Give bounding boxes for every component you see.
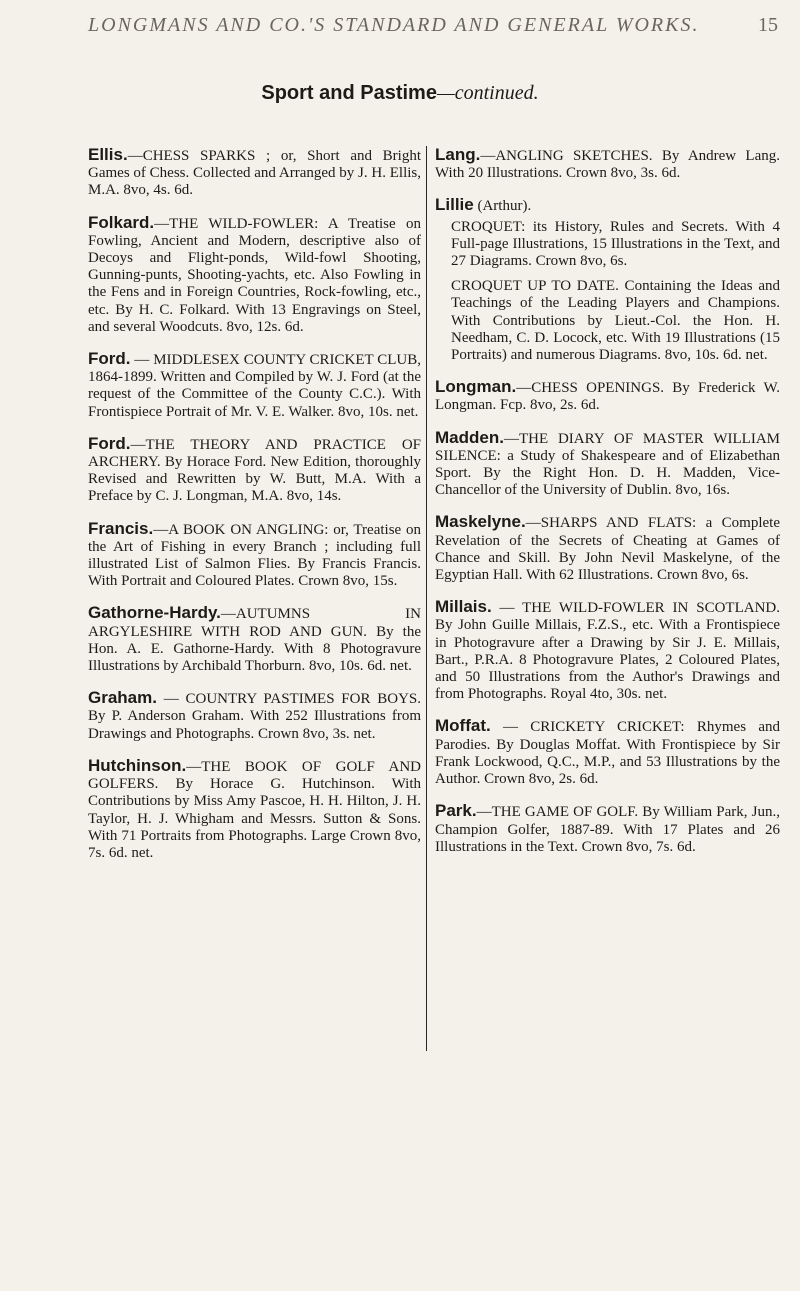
entry-author-detail: (Arthur). — [473, 198, 532, 215]
entry-lillie — [435, 196, 780, 364]
entry-author: Ford. — [88, 433, 131, 453]
right-column — [435, 146, 780, 870]
entry-ellis — [88, 146, 421, 200]
page-number: 15 — [758, 14, 778, 36]
entry-gathorne-hardy — [88, 604, 421, 675]
entry-folkard — [88, 214, 421, 336]
entry-graham — [88, 689, 421, 743]
entry-author: Ellis. — [88, 145, 128, 164]
entry-text: —ANGLING SKETCHES. By Andrew Lang. With 20 Illustrations. Crown 8vo, 3s. 6d. — [435, 148, 780, 182]
entry-francis — [88, 520, 421, 591]
left-column — [88, 146, 421, 876]
entry-ford-middlesex — [88, 350, 421, 421]
entry-longman — [435, 378, 780, 414]
section-title-text: Sport and Pastime — [261, 82, 437, 104]
entry-text: —THE THEORY AND PRACTICE OF ARCHERY. By Horace Ford. New Edition, thoroughly Revised and Rewritten by W. Butt, M.A. With a Preface by C. J. Longman, M.A. 8vo, 14s. — [88, 436, 421, 505]
entry-author: Folkard. — [88, 212, 155, 232]
running-head — [88, 14, 778, 37]
entry-author: Ford. — [88, 349, 131, 369]
entry-author: Lang. — [435, 145, 481, 164]
entry-millais — [435, 598, 780, 703]
entry-text: —SHARPS AND FLATS: a Complete Revelation of the Secrets of Cheating at Games of Chance and Skill. By John Nevil Maskelyne, of the Egyptian Hall. With 62 Illustrations. Crown 8vo, 6s. — [435, 515, 780, 584]
entry-author: Graham. — [88, 688, 157, 708]
entry-lang — [435, 146, 780, 182]
entry-text: —CHESS OPENINGS. By Frederick W. Longman. Fcp. 8vo, 2s. 6d. — [435, 380, 780, 414]
entry-author: Millais. — [435, 597, 492, 617]
entry-text: —THE BOOK OF GOLF AND GOLFERS. By Horace G. Hutchinson. With Contributions by Miss Amy Pascoe, H. H. Hilton, J. H. Taylor, H. J. Whigham and Messrs. Sutton & Sons. With 71 Portraits from Photographs. Large Crown 8vo, 7s. 6d. net. — [88, 758, 421, 861]
entry-subitem-croquet-up-to-date: CROQUET UP TO DATE. Containing the Ideas and Teachings of the Leading Players and Champions. With Contributions by Lieut.-Col. the Hon. H. Needham, C. D. Locock, etc. With 19 Illustrations (15 Portraits) and numerous Diagrams. 8vo, 10s. 6d. net. — [451, 278, 780, 364]
section-title — [0, 82, 800, 105]
entry-author: Moffat. — [435, 716, 491, 736]
column-divider — [426, 146, 427, 1051]
entry-madden — [435, 429, 780, 500]
entry-moffat — [435, 717, 780, 788]
entry-author: Gathorne-Hardy. — [88, 603, 221, 623]
entry-author: Hutchinson. — [88, 755, 187, 775]
entry-hutchinson — [88, 757, 421, 862]
entry-text: — THE WILD-FOWLER IN SCOTLAND. By John Guille Millais, F.Z.S., etc. With a Frontispiece in Photogravure after a Drawing by Sir J. E. Millais, Bart., P.R.A. 8 Photogravure Plates, 2 Coloured Plates, and 50 Illustrations from the Author's Drawings and from Photographs. Royal 4to, 30s. net. — [435, 600, 780, 703]
entry-text: — MIDDLESEX COUNTY CRICKET CLUB, 1864-1899. Written and Compiled by W. J. Ford (at the request of the Committee of the County C.C.). With Frontispiece Portrait of Mr. V. E. Walker. 8vo, 10s. net. — [88, 352, 421, 420]
entry-author: Madden. — [435, 427, 504, 447]
running-head-text: LONGMANS AND CO.'S STANDARD AND GENERAL WORKS. — [88, 14, 700, 36]
entry-text: —AUTUMNS IN ARGYLESHIRE WITH ROD AND GUN. By the Hon. A. E. Gathorne-Hardy. With 8 Photogravure Illustrations by Archibald Thorburn. 8vo, 10s. 6d. net. — [88, 606, 421, 675]
entry-text: —THE DIARY OF MASTER WILLIAM SILENCE: a Study of Shakespeare and of Elizabethan Sport. By the Right Hon. D. H. Madden, Vice-Chancellor of the University of Dublin. 8vo, 16s. — [435, 430, 780, 499]
entry-text: —A BOOK ON ANGLING: or, Treatise on the Art of Fishing in every Branch ; including full illustrated List of Salmon Flies. By Francis Francis. With Portrait and Coloured Plates. Crown 8vo, 15s. — [88, 521, 421, 590]
section-title-suffix: —continued. — [436, 82, 539, 104]
entry-text: —THE GAME OF GOLF. By William Park, Jun., Champion Golfer, 1887-89. With 17 Plates and 26 Illustrations in the Text. Crown 8vo, 7s. 6d. — [435, 804, 780, 855]
entry-author: Maskelyne. — [435, 512, 526, 532]
entry-text: —CHESS SPARKS ; or, Short and Bright Games of Chess. Collected and Arranged by J. H. Ellis, M.A. 8vo, 4s. 6d. — [88, 148, 421, 199]
entry-maskelyne — [435, 513, 780, 584]
entry-author: Longman. — [435, 377, 517, 397]
entry-author: Park. — [435, 801, 477, 821]
entry-text: — COUNTRY PASTIMES FOR BOYS. By P. Anderson Graham. With 252 Illustrations from Drawings and Photographs. Crown 8vo, 3s. net. — [88, 691, 421, 742]
entry-ford-archery — [88, 435, 421, 506]
entry-text: — CRICKETY CRICKET: Rhymes and Parodies. By Douglas Moffat. With Frontispiece by Sir Frank Lockwood, Q.C., M.P., and 53 Illustrations by the Author. Crown 8vo, 2s. 6d. — [435, 719, 780, 788]
entry-author: Francis. — [88, 518, 154, 538]
entry-text: —THE WILD-FOWLER: A Treatise on Fowling, Ancient and Modern, descriptive also of Decoys and Flight-ponds, Wild-fowl Shooting, Gunning-punts, Shooting-yachts, etc. Also Fowling in the Fens and in Foreign Countries, Rock-fowling, etc., etc. By H. C. Folkard. With 13 Engravings on Steel, and several Woodcuts. 8vo, 12s. 6d. — [88, 215, 421, 335]
entry-subitem-croquet: CROQUET: its History, Rules and Secrets. With 4 Full-page Illustrations, 15 Illustrations in the Text, and 27 Diagrams. Crown 8vo, 6s. — [451, 218, 780, 270]
entry-park — [435, 802, 780, 856]
entry-author: Lillie — [435, 195, 474, 215]
